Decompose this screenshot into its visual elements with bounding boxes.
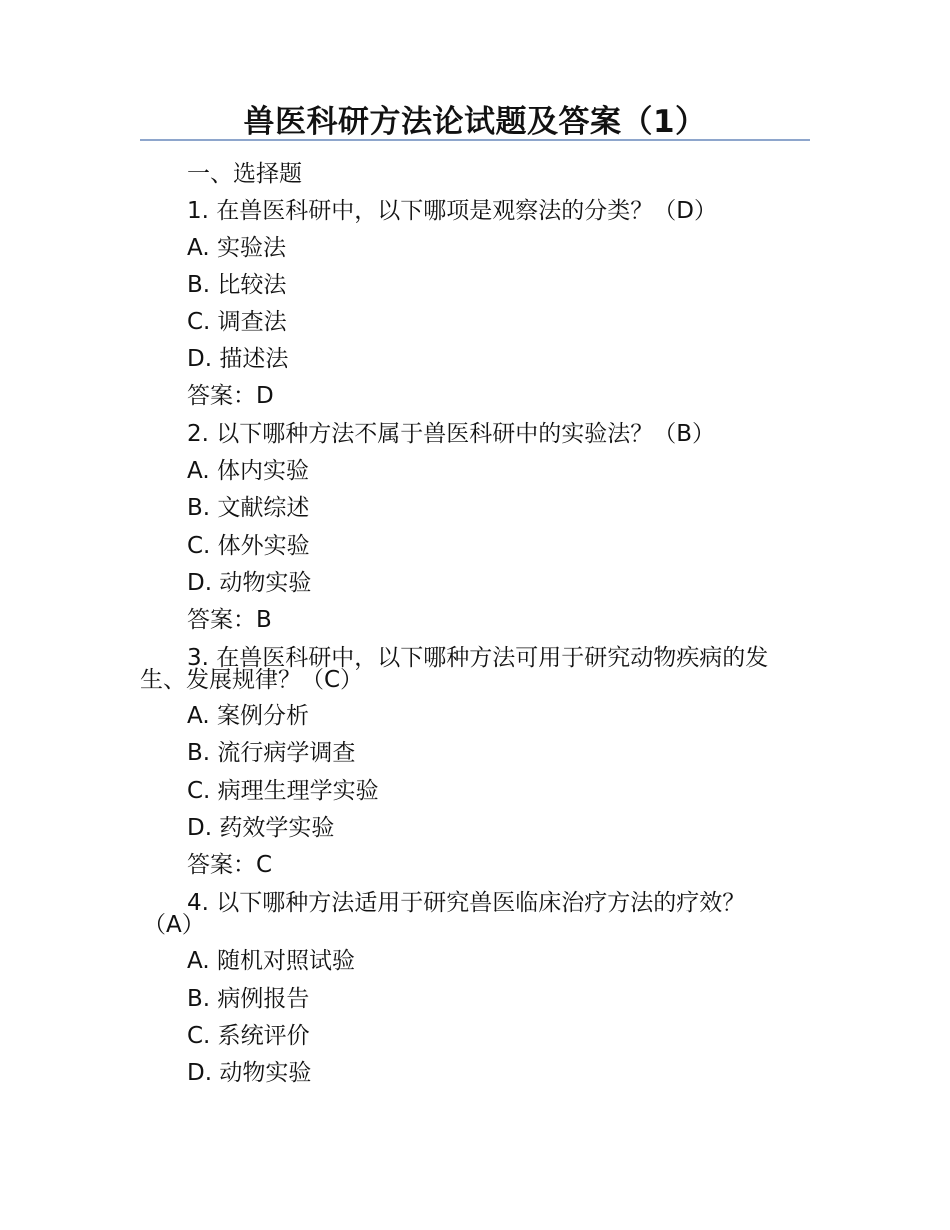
- question-3-line-1: 3. 在兽医科研中，以下哪种方法可用于研究动物疾病的发: [187, 645, 769, 671]
- question-3-option-c: C. 病理生理学实验: [187, 778, 379, 804]
- section-heading: 一、选择题: [187, 161, 302, 187]
- question-2: 2. 以下哪种方法不属于兽医科研中的实验法？（B）: [187, 421, 716, 447]
- question-4-option-d: D. 动物实验: [187, 1060, 312, 1086]
- question-3-answer: 答案：C: [187, 852, 273, 878]
- question-1: 1. 在兽医科研中，以下哪项是观察法的分类？（D）: [187, 198, 717, 224]
- question-4-line-1: 4. 以下哪种方法适用于研究兽医临床治疗方法的疗效？: [187, 890, 746, 916]
- question-3-line-2: 生、发展规律？（C）: [140, 667, 364, 693]
- question-4-option-b: B. 病例报告: [187, 986, 310, 1012]
- question-2-answer: 答案：B: [187, 607, 272, 633]
- question-1-option-a: A. 实验法: [187, 235, 286, 261]
- question-2-option-b: B. 文献综述: [187, 495, 310, 521]
- question-3-option-d: D. 药效学实验: [187, 815, 335, 841]
- question-4-line-2: （A）: [143, 912, 205, 938]
- document-title: 兽医科研方法论试题及答案（1）: [243, 104, 707, 140]
- question-1-option-c: C. 调查法: [187, 309, 287, 335]
- question-1-option-b: B. 比较法: [187, 272, 287, 298]
- question-2-option-a: A. 体内实验: [187, 458, 309, 484]
- question-2-option-d: D. 动物实验: [187, 570, 312, 596]
- question-4-option-c: C. 系统评价: [187, 1023, 310, 1049]
- question-4-option-a: A. 随机对照试验: [187, 948, 355, 974]
- question-1-option-d: D. 描述法: [187, 346, 289, 372]
- question-3-option-b: B. 流行病学调查: [187, 740, 356, 766]
- question-2-option-c: C. 体外实验: [187, 533, 310, 559]
- title-underline: [140, 139, 810, 141]
- question-3-option-a: A. 案例分析: [187, 703, 309, 729]
- question-1-answer: 答案：D: [187, 383, 274, 409]
